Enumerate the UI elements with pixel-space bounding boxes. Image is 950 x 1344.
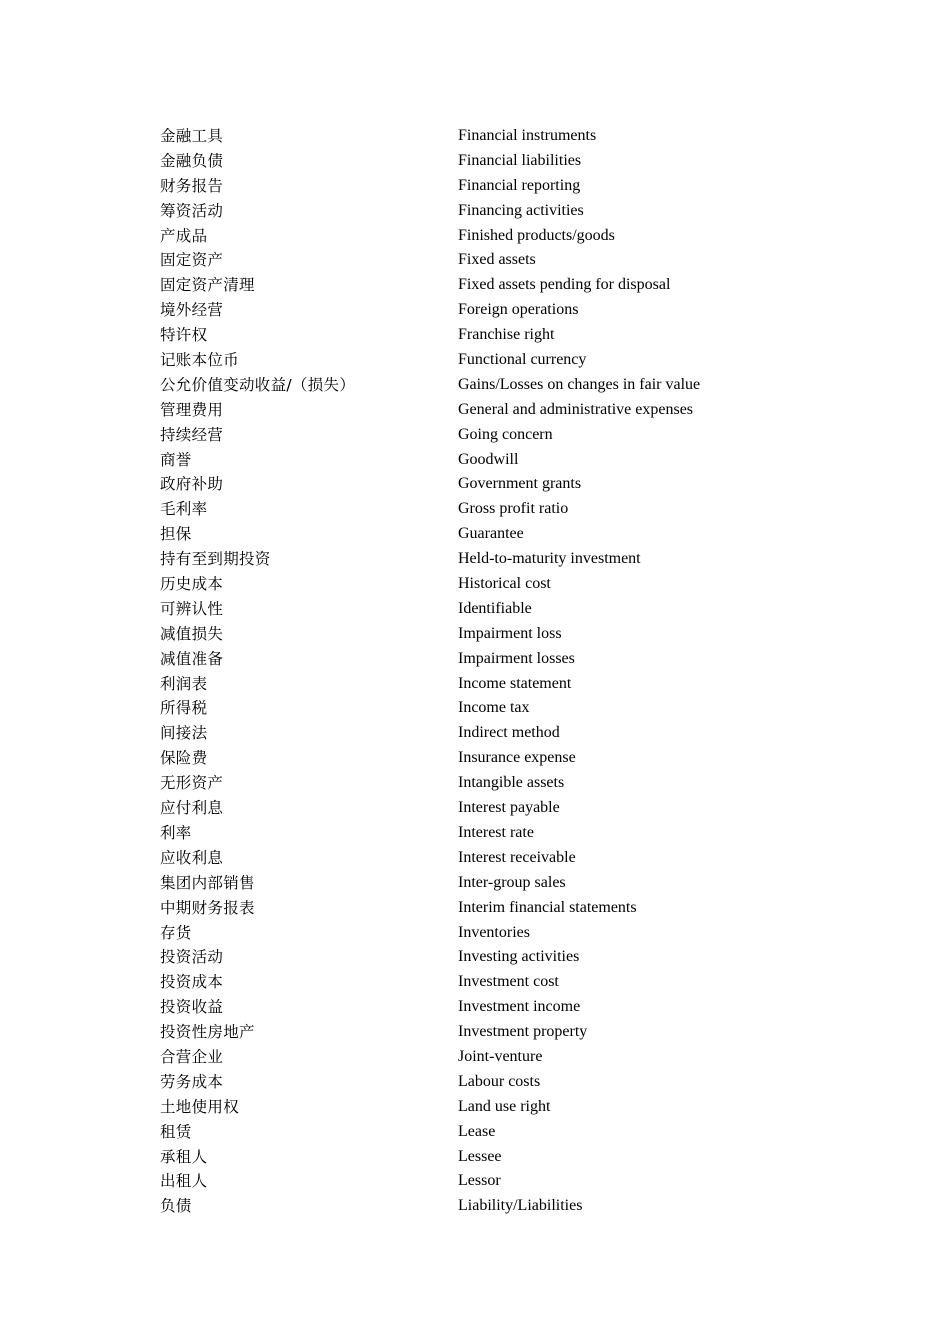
term-chinese: 投资收益 xyxy=(160,998,224,1017)
glossary-row xyxy=(160,224,800,249)
term-chinese: 管理费用 xyxy=(160,400,224,419)
glossary-row xyxy=(160,921,800,946)
glossary-row xyxy=(160,1169,800,1194)
glossary-row xyxy=(160,995,800,1020)
glossary-row xyxy=(160,672,800,697)
term-english: Functional currency xyxy=(458,351,587,369)
glossary-row xyxy=(160,373,800,398)
glossary-row xyxy=(160,1070,800,1095)
term-english: Joint-venture xyxy=(458,1047,543,1065)
term-english: Guarantee xyxy=(458,525,524,543)
glossary-row xyxy=(160,597,800,622)
term-chinese: 持续经营 xyxy=(160,425,224,444)
term-chinese: 减值损失 xyxy=(160,624,224,643)
term-english: Government grants xyxy=(458,475,582,493)
glossary-row xyxy=(160,273,800,298)
term-chinese: 担保 xyxy=(160,525,192,544)
term-chinese: 固定资产清理 xyxy=(160,276,255,295)
term-chinese: 毛利率 xyxy=(160,500,208,519)
term-english: Income tax xyxy=(458,699,530,717)
term-english: Interest rate xyxy=(458,823,534,841)
term-chinese: 固定资产 xyxy=(160,251,224,270)
term-english: Finished products/goods xyxy=(458,226,615,244)
term-chinese: 可辨认性 xyxy=(160,599,224,618)
glossary-row xyxy=(160,522,800,547)
glossary-row xyxy=(160,124,800,149)
term-english: Lease xyxy=(458,1122,496,1140)
term-chinese: 历史成本 xyxy=(160,575,224,594)
term-chinese: 应收利息 xyxy=(160,848,224,867)
glossary-row xyxy=(160,348,800,373)
term-english: Labour costs xyxy=(458,1072,541,1090)
term-english: Inter-group sales xyxy=(458,873,566,891)
glossary-row xyxy=(160,1194,800,1219)
term-chinese: 保险费 xyxy=(160,749,208,768)
term-chinese: 记账本位币 xyxy=(160,351,240,370)
term-english: Identifiable xyxy=(458,599,532,617)
term-chinese: 投资成本 xyxy=(160,973,224,992)
term-chinese: 所得税 xyxy=(160,699,208,718)
glossary-row xyxy=(160,846,800,871)
term-chinese: 集团内部销售 xyxy=(160,873,255,892)
glossary-row xyxy=(160,896,800,921)
term-english: Lessor xyxy=(458,1172,501,1190)
term-chinese: 利润表 xyxy=(160,674,208,693)
glossary-row xyxy=(160,174,800,199)
term-english: Inventories xyxy=(458,923,530,941)
term-english: Insurance expense xyxy=(458,749,576,767)
term-english: Financial liabilities xyxy=(458,151,582,169)
glossary-row xyxy=(160,771,800,796)
term-english: Financial reporting xyxy=(458,176,581,194)
term-english: Impairment losses xyxy=(458,649,575,667)
term-chinese: 商誉 xyxy=(160,450,192,469)
term-chinese: 利率 xyxy=(160,823,192,842)
term-chinese: 境外经营 xyxy=(160,301,224,320)
glossary-list xyxy=(160,124,800,1219)
term-english: Interim financial statements xyxy=(458,898,637,916)
term-chinese: 承租人 xyxy=(160,1147,208,1166)
glossary-row xyxy=(160,423,800,448)
term-english: Investment income xyxy=(458,998,581,1016)
glossary-row xyxy=(160,1020,800,1045)
glossary-row xyxy=(160,298,800,323)
term-chinese: 中期财务报表 xyxy=(160,898,255,917)
term-english: Gross profit ratio xyxy=(458,500,569,518)
glossary-row xyxy=(160,398,800,423)
term-english: Fixed assets xyxy=(458,251,536,269)
term-english: Held-to-maturity investment xyxy=(458,550,641,568)
glossary-row xyxy=(160,323,800,348)
term-chinese: 金融工具 xyxy=(160,127,224,145)
glossary-row xyxy=(160,248,800,273)
term-english: Investment cost xyxy=(458,973,559,991)
term-chinese: 财务报告 xyxy=(160,176,224,195)
term-english: Goodwill xyxy=(458,450,519,468)
term-chinese: 特许权 xyxy=(160,326,208,345)
term-english: Financial instruments xyxy=(458,127,597,144)
term-chinese: 租赁 xyxy=(160,1122,192,1141)
term-english: Investment property xyxy=(458,1023,588,1041)
glossary-row xyxy=(160,1145,800,1170)
glossary-row xyxy=(160,746,800,771)
glossary-row xyxy=(160,871,800,896)
term-chinese: 应付利息 xyxy=(160,799,224,818)
term-chinese: 投资性房地产 xyxy=(160,1023,255,1042)
term-english: Impairment loss xyxy=(458,624,562,642)
term-chinese: 无形资产 xyxy=(160,774,224,793)
term-english: Interest receivable xyxy=(458,848,576,866)
term-chinese: 产成品 xyxy=(160,226,208,245)
term-english: Financing activities xyxy=(458,201,584,219)
term-english: Land use right xyxy=(458,1097,551,1115)
term-english: Interest payable xyxy=(458,799,560,817)
glossary-row xyxy=(160,647,800,672)
glossary-row xyxy=(160,622,800,647)
term-english: Historical cost xyxy=(458,575,551,593)
term-chinese: 减值准备 xyxy=(160,649,224,668)
term-english: General and administrative expenses xyxy=(458,400,694,418)
glossary-row xyxy=(160,821,800,846)
glossary-row xyxy=(160,199,800,224)
glossary-row xyxy=(160,149,800,174)
term-english: Income statement xyxy=(458,674,572,692)
glossary-row xyxy=(160,696,800,721)
glossary-row xyxy=(160,1095,800,1120)
term-english: Indirect method xyxy=(458,724,560,742)
glossary-row xyxy=(160,1045,800,1070)
glossary-row xyxy=(160,945,800,970)
term-english: Gains/Losses on changes in fair value xyxy=(458,375,701,393)
term-chinese: 负债 xyxy=(160,1197,192,1216)
glossary-row xyxy=(160,448,800,473)
term-chinese: 投资活动 xyxy=(160,948,224,967)
term-chinese: 土地使用权 xyxy=(160,1097,240,1116)
glossary-row xyxy=(160,547,800,572)
term-chinese: 持有至到期投资 xyxy=(160,550,271,569)
term-chinese: 政府补助 xyxy=(160,475,224,494)
term-english: Lessee xyxy=(458,1147,502,1165)
glossary-row xyxy=(160,1120,800,1145)
term-chinese: 筹资活动 xyxy=(160,201,224,220)
glossary-row xyxy=(160,970,800,995)
term-english: Foreign operations xyxy=(458,301,579,319)
glossary-row xyxy=(160,721,800,746)
term-english: Franchise right xyxy=(458,326,555,344)
term-english: Investing activities xyxy=(458,948,580,966)
term-chinese: 公允价值变动收益/（损失） xyxy=(160,375,356,394)
glossary-row xyxy=(160,572,800,597)
term-english: Going concern xyxy=(458,425,553,443)
term-chinese: 存货 xyxy=(160,923,192,942)
term-english: Intangible assets xyxy=(458,774,565,792)
glossary-row xyxy=(160,796,800,821)
term-english: Liability/Liabilities xyxy=(458,1197,583,1215)
term-chinese: 合营企业 xyxy=(160,1047,224,1066)
glossary-row xyxy=(160,497,800,522)
glossary-row xyxy=(160,472,800,497)
term-chinese: 金融负债 xyxy=(160,151,224,170)
term-chinese: 出租人 xyxy=(160,1172,208,1191)
term-english: Fixed assets pending for disposal xyxy=(458,276,671,294)
term-chinese: 劳务成本 xyxy=(160,1072,224,1091)
term-chinese: 间接法 xyxy=(160,724,208,743)
